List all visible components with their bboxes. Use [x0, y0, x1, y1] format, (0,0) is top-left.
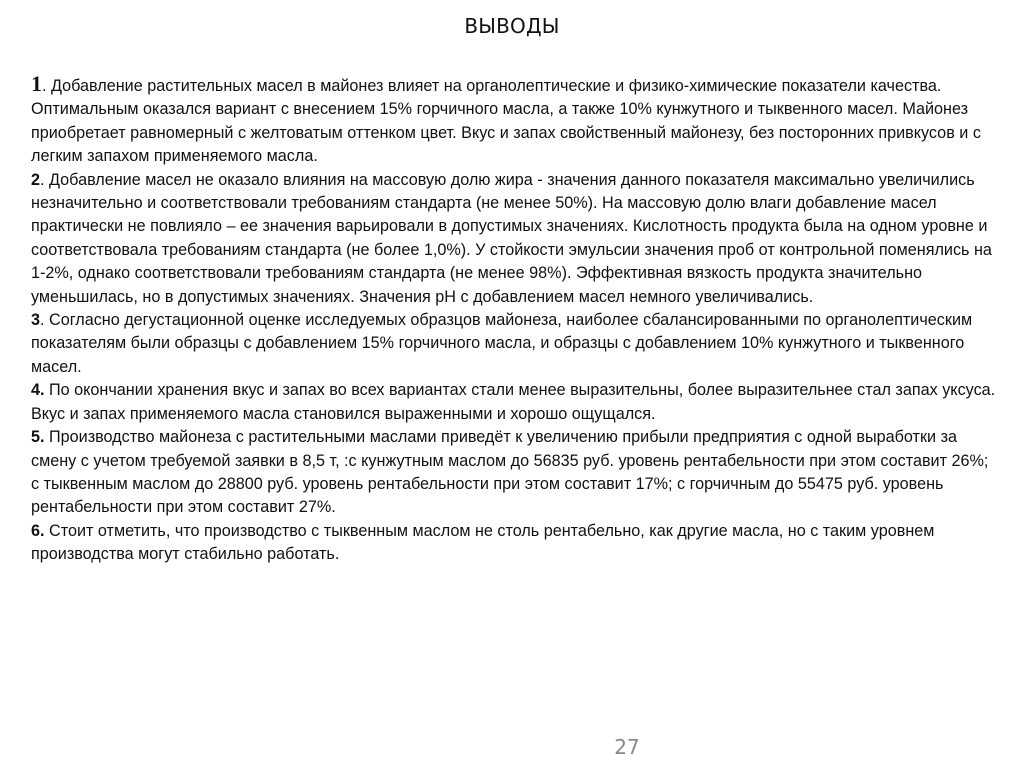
conclusion-text: Стоит отметить, что производство с тыквенным маслом не столь рентабельно, как другие масла, но с таким уровнем производства могут стабильно работать.: [31, 521, 935, 564]
conclusion-item: [31, 520, 999, 567]
conclusion-number: 6.: [31, 521, 45, 540]
conclusion-number: 2: [31, 170, 41, 189]
conclusion-text: Добавление масел не оказало влияния на массовую долю жира - значения данного показателя максимально увеличились незначительно и соответствовали требованиям стандарта (не менее 50%). На массовую долю влаги добавление масел практически не повлияло – ее значения варьировали в допустимых значениях. Кислотность продукта была на одном уровне и соответствовала требованиям стандарта (не более 1,0%). У стойкости эмульсии значения проб от контрольной поменялись на 1-2%, однако соответствовали требованиям стандарта (не менее 98%). Эффективная вязкость продукта значительно уменьшилась, но в допустимых значениях. Значения pH с добавлением масел немного увеличивались.: [31, 170, 992, 306]
conclusion-text: Добавление растительных масел в майонез влияет на органолептические и физико-химические показатели качества. Оптимальным оказался вариант с внесением 15% горчичного масла, а также 10% кунжутного и тыквенного масел. Майонез приобретает равномерный с желтоватым оттенком цвет. Вкус и запах свойственный майонезу, без посторонних привкусов и с легким запахом применяемого масла.: [31, 77, 981, 166]
conclusion-text: Согласно дегустационной оценке исследуемых образцов майонеза, наиболее сбалансированными по органолептическим показателям были образцы с добавлением 15% горчичного масла, и образцы с добавлением 10% кунжутного и тыквенного масел.: [31, 311, 973, 376]
conclusion-item: [31, 72, 999, 169]
conclusions-body: [31, 72, 999, 567]
conclusion-item: [31, 309, 999, 379]
conclusion-separator: .: [40, 311, 50, 330]
conclusion-separator: .: [40, 170, 50, 189]
conclusion-item: [31, 379, 999, 426]
conclusion-text: По окончании хранения вкус и запах во всех вариантах стали менее выразительны, более выразительнее стал запах уксуса. Вкус и запах применяемого масла становился выраженными и хорошо ощущался.: [31, 381, 996, 423]
conclusion-number: 5.: [31, 428, 45, 447]
conclusion-number: 3: [31, 311, 41, 330]
conclusion-item: [31, 169, 999, 309]
conclusion-separator: .: [42, 77, 51, 95]
conclusion-item: [31, 426, 999, 520]
conclusion-text: Производство майонеза с растительными маслами приведёт к увеличению прибыли предприятия с одной выработки за смену с учетом требуемой заявки в 8,5 т, :с кунжутным маслом до 56835 руб. уровень рентабельности при этом составит 26%; с тыквенным маслом до 28800 руб. уровень рентабельности при этом составит 17%; с горчичным до 55475 руб. уровень рентабельности при этом составит 27%.: [31, 428, 989, 517]
conclusion-number: 4.: [31, 381, 45, 400]
conclusion-number: 1: [31, 71, 42, 96]
page-number: 27: [614, 735, 640, 759]
slide-title: ВЫВОДЫ: [464, 14, 560, 38]
